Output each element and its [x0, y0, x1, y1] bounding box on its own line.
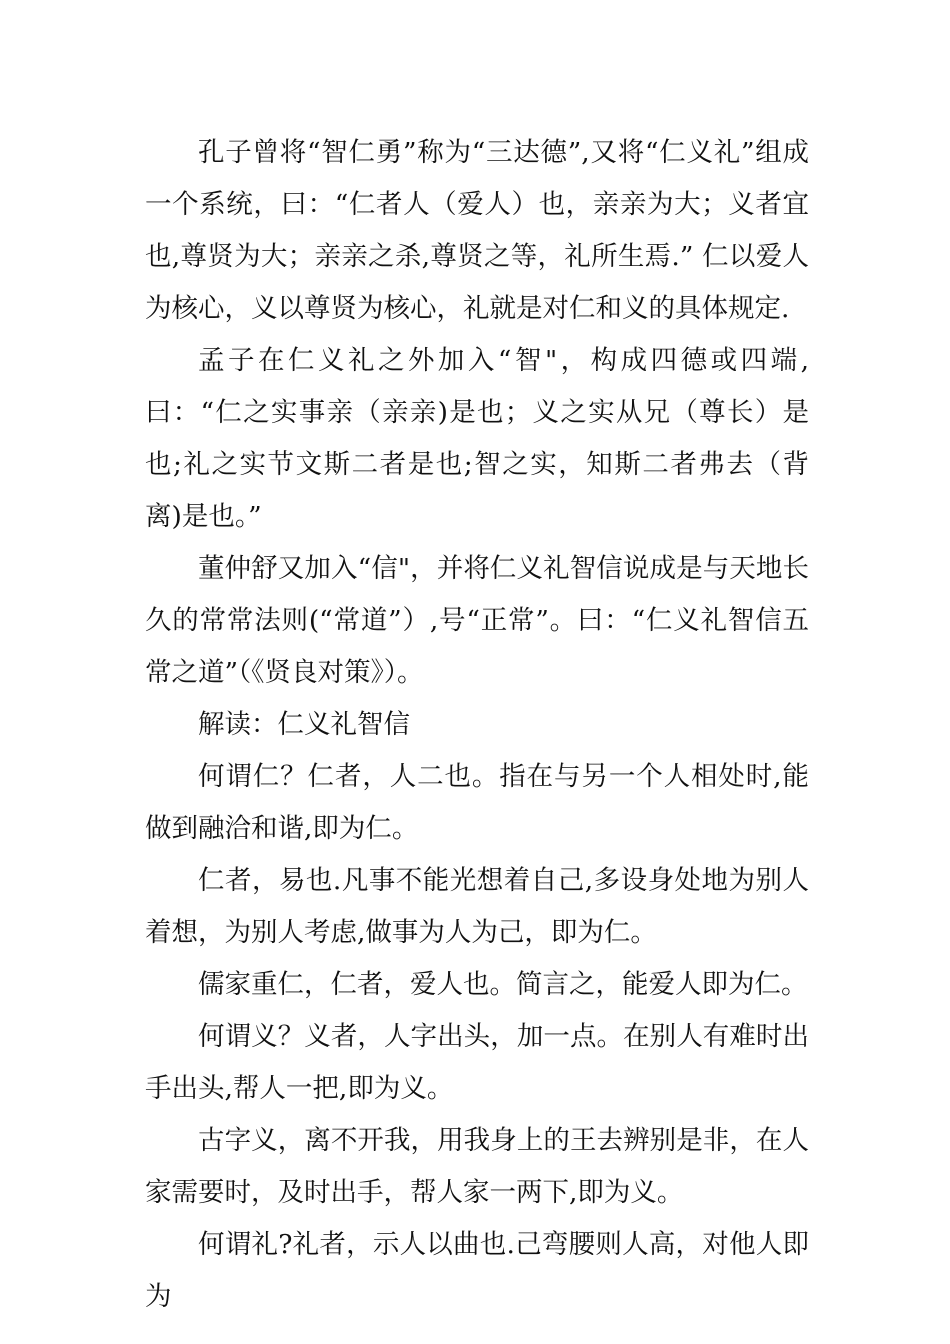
paragraph: 何谓礼?礼者，示人以曲也.己弯腰则人高，对他人即为 [145, 1229, 809, 1312]
document-body [145, 127, 809, 1323]
paragraph: 何谓仁？仁者，人二也。指在与另一个人相处时,能做到融洽和谐,即为仁。 [145, 761, 809, 844]
paragraph: 儒家重仁，仁者，爱人也。简言之，能爱人即为仁。 [198, 969, 808, 1000]
paragraph: 仁者，易也.凡事不能光想着自己,多设身处地为别人着想，为别人考虑,做事为人为己，即为仁。 [145, 865, 809, 948]
paragraph: 古字义，离不开我，用我身上的王去辨别是非，在人家需要时，及时出手，帮人家一两下,即为义。 [145, 1125, 809, 1208]
paragraph: 孔子曾将“智仁勇”称为“三达德”,又将“仁义礼”组成一个系统，曰：“仁者人（爱人）也，亲亲为大；义者宜也,尊贤为大；亲亲之杀,尊贤之等，礼所生焉.” 仁以爱人为核心，义以尊贤为核心，礼就是对仁和义的具体规定. [145, 137, 809, 324]
paragraph: 董仲舒又加入“信"，并将仁义礼智信说成是与天地长久的常常法则(“常道”）,号“正常”。曰：“仁义礼智信五常之道”（《贤良对策》）。 [145, 553, 809, 688]
paragraph: 孟子在仁义礼之外加入“智"，构成四德或四端,曰：“仁之实事亲（亲亲)是也；义之实从兄（尊长）是也;礼之实节文斯二者是也;智之实，知斯二者弗去（背离)是也。” [145, 345, 809, 532]
section-heading: 解读：仁义礼智信 [198, 709, 410, 740]
paragraph: 何谓义？义者，人字出头，加一点。在别人有难时出手出头,帮人一把,即为义。 [145, 1021, 809, 1104]
